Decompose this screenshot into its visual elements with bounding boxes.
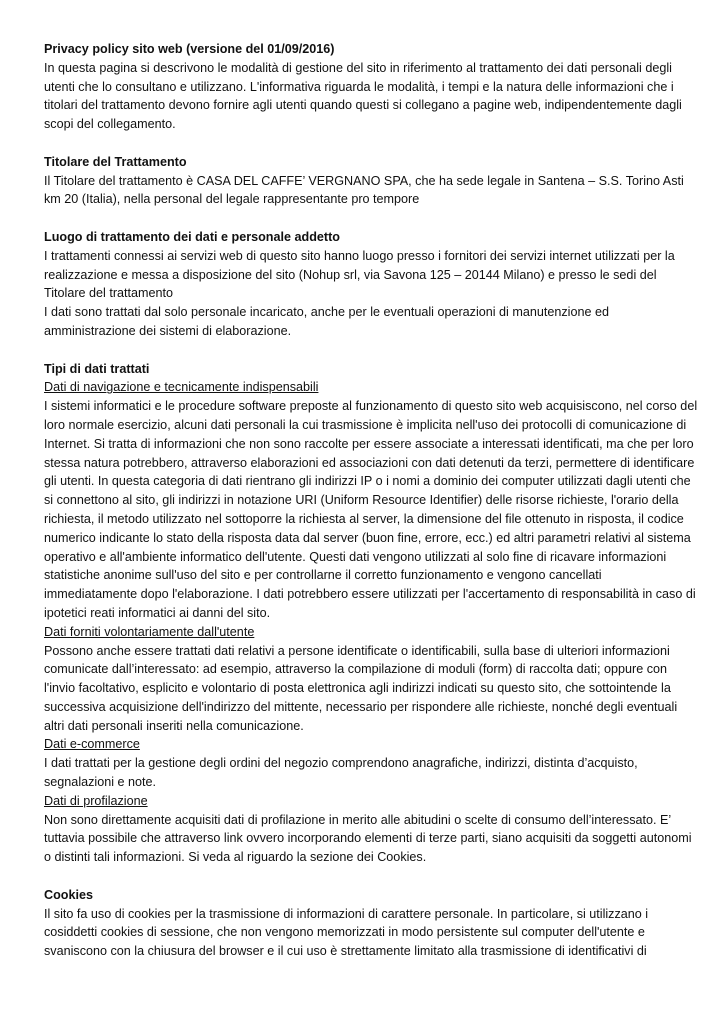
tipi-section [44,360,698,868]
cookies-paragraph: Il sito fa uso di cookies per la trasmissione di informazioni di carattere personale. In particolare, si utilizzano i cosiddetti cookies di sessione, che non vengono memorizzati in modo persistente sul computer dell'utente e svaniscono con la chiusura del browser e il cui uso è strettamente limitato alla trasmissione di identificativi di [44,906,649,959]
cookies-heading: Cookies [44,887,93,902]
tipi-heading: Tipi di dati trattati [44,361,150,376]
document-title: Privacy policy sito web (versione del 01/09/2016) [44,42,335,56]
profilazione-subheading: Dati di profilazione [44,793,148,808]
profilazione-paragraph: Non sono direttamente acquisiti dati di profilazione in merito alle abitudini o scelte di consumo dell’interessato. E’ tuttavia possibile che attraverso link ovvero incorporando elementi di terze parti, siano acquisiti da soggetti autonomi o distinti tali informazioni. Si veda al riguardo la sezione dei Cookies. [44,812,692,865]
intro-section [44,40,698,134]
intro-paragraph: In questa pagina si descrivono le modalità di gestione del sito in riferimento al trattamento dei dati personali degli utenti che lo consultano e utilizzano. L'informativa riguarda le modalità, i tempi e la natura delle informazioni che i titolari del trattamento devono fornire agli utenti quando questi si collegano a pagine web, indipendentemente dagli scopi del collegamento. [44,60,682,132]
titolare-section [44,153,698,209]
titolare-heading: Titolare del Trattamento [44,154,187,169]
navigazione-paragraph: I sistemi informatici e le procedure software preposte al funzionamento di questo sito web acquisiscono, nel corso del loro normale esercizio, alcuni dati personali la cui trasmissione è implicita nell'uso dei protocolli di comunicazione di Internet. Si tratta di informazioni che non sono raccolte per essere associate a interessati identificati, ma che per loro stessa natura potrebbero, attraverso elaborazioni ed associazioni con dati detenuti da terzi, permettere di identificare gli utenti. In questa categoria di dati rientrano gli indirizzi IP o i nomi a dominio dei computer utilizzati dagli utenti che si connettono al sito, gli indirizzi in notazione URI (Uniform Resource Identifier) delle risorse richieste, l'orario della richiesta, il metodo utilizzato nel sottoporre la richiesta al server, la dimensione del file ottenuto in risposta, il codice numerico indicante lo stato della risposta data dal server (buon fine, errore, ecc.) ed altri parametri relativi al sistema operativo e all'ambiente informatico dell'utente. Questi dati vengono utilizzati al solo fine di ricavare informazioni statistiche anonime sull'uso del sito e per controllarne il corretto funzionamento e vengono cancellati immediatamente dopo l'elaborazione. I dati potrebbero essere utilizzati per l'accertamento di responsabilità in caso di ipotetici reati informatici ai danni del sito. [44,399,698,620]
volontari-subheading: Dati forniti volontariamente dall'utente [44,624,255,639]
luogo-paragraph-2: I dati sono trattati dal solo personale incaricato, anche per le eventuali operazioni di manutenzione ed amministrazione dei sistemi di elaborazione. [44,305,609,338]
ecommerce-subheading: Dati e-commerce [44,737,140,752]
volontari-paragraph: Possono anche essere trattati dati relativi a persone identificate o identificabili, sulla base di ulteriori informazioni comunicate dall’interessato: ad esempio, attraverso la compilazione di moduli (form) di raccolta dati; oppure con l'invio facoltativo, esplicito e volontario di posta elettronica agli indirizzi indicati su questo sito, che sottointende la successiva acquisizione dell'indirizzo del mittente, necessario per rispondere alle richieste, nonché degli eventuali altri dati personali inseriti nella comunicazione. [44,643,678,733]
luogo-paragraph-1: I trattamenti connessi ai servizi web di questo sito hanno luogo presso i fornitori dei servizi internet utilizzati per la realizzazione e messa a disposizione del sito (Nohup srl, via Savona 125 – 20144 Milano) e presso le sedi del Titolare del trattamento [44,248,675,301]
luogo-section [44,228,698,341]
ecommerce-paragraph: I dati trattati per la gestione degli ordini del negozio comprendono anagrafiche, indirizzi, distinta d’acquisto, segnalazioni e note. [44,756,638,790]
navigazione-subheading: Dati di navigazione e tecnicamente indispensabili [44,380,319,395]
luogo-heading: Luogo di trattamento dei dati e personale addetto [44,229,340,244]
cookies-section [44,886,698,961]
titolare-paragraph: Il Titolare del trattamento è CASA DEL CAFFE’ VERGNANO SPA, che ha sede legale in Santena – S.S. Torino Asti km 20 (Italia), nella personal del legale rappresentante pro tempore [44,173,684,207]
document-page [44,40,698,980]
